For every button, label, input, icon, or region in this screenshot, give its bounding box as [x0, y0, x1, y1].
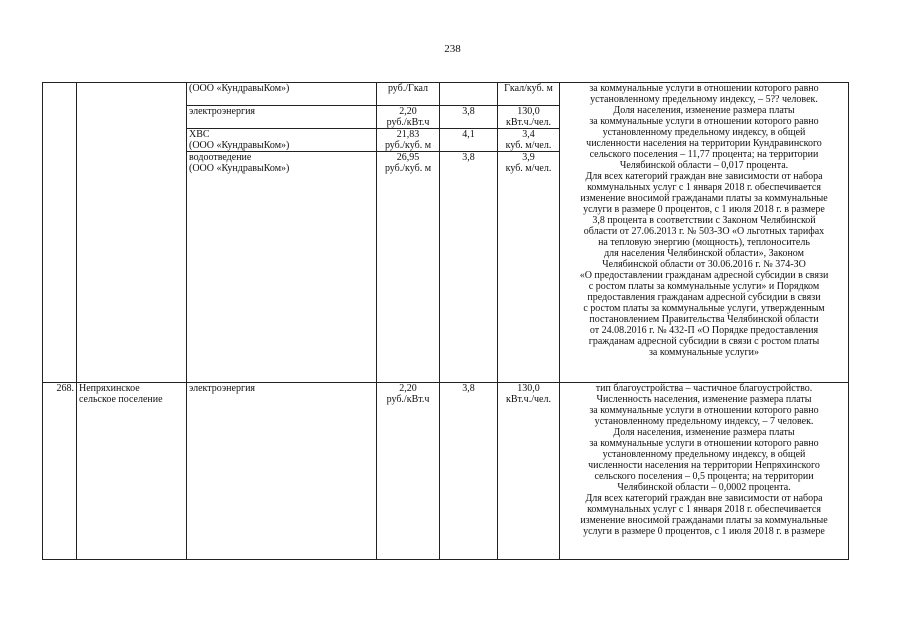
tariff-value: 2,20 — [399, 383, 417, 394]
desc-line: «О предоставлении гражданам адресной субсидии в связи — [579, 270, 829, 281]
tariff-unit: руб./куб. м — [384, 140, 432, 151]
desc-line: установленному предельному индексу, в общей — [602, 127, 806, 138]
table-row — [43, 383, 849, 560]
desc-line: численности населения на территории Непряхинского — [588, 460, 820, 471]
desc-line: Для всех категорий граждан вне зависимости от набора — [585, 493, 823, 504]
settlement-cell — [77, 83, 187, 383]
index-cell: 4,1 — [440, 129, 498, 152]
service-line: (ООО «КундравыКом») — [189, 140, 290, 151]
index-cell: 3,8 — [440, 383, 498, 560]
norm-cell — [498, 106, 560, 129]
norm-unit: кВт.ч./чел. — [506, 117, 551, 128]
desc-line: за коммунальные услуги» — [648, 347, 760, 358]
desc-line: услуги в размере 0 процентов, с 1 июля 2018 г. в размере — [583, 526, 825, 537]
desc-line: сельского поселения – 0,5 процента; на территории — [594, 471, 814, 482]
desc-line: гражданам адресной субсидии в связи с ростом платы — [588, 336, 820, 347]
index-cell: 3,8 — [440, 106, 498, 129]
desc-line: сельского поселения – 11,77 процента; на территории — [589, 149, 819, 160]
desc-line: услуги в размере 0 процентов, с 1 июля 2018 г. в размере — [583, 204, 825, 215]
desc-line: установленному предельному индексу, в общей — [602, 449, 806, 460]
norm-cell — [498, 152, 560, 383]
norm-value: 3,4 — [522, 129, 535, 140]
norm-value: 130,0 — [517, 383, 540, 394]
desc-line: изменение вносимой гражданами платы за коммунальные — [580, 515, 828, 526]
norm-unit: куб. м/чел. — [505, 163, 552, 174]
norm-value: 3,9 — [522, 152, 535, 163]
tariff-unit: руб./куб. м — [384, 163, 432, 174]
service-line: электроэнергия — [189, 106, 256, 117]
index-cell — [440, 83, 498, 106]
settlement-line: сельское поселение — [79, 394, 163, 405]
description-cell — [560, 83, 849, 383]
desc-line: установленному предельному индексу, – 5?? человек. — [590, 94, 818, 105]
desc-line: с ростом платы за коммунальные услуги, утвержденным — [583, 303, 825, 314]
desc-line: Челябинской области от 30.06.2016 г. № 374-ЗО — [602, 259, 806, 270]
service-line: ХВС — [189, 129, 210, 140]
norm-unit: куб. м/чел. — [505, 140, 552, 151]
desc-line: от 24.08.2016 г. № 432-П «О Порядке предоставления — [589, 325, 819, 336]
tariff-cell — [377, 106, 440, 129]
number-cell: 268. — [43, 383, 77, 560]
desc-line: для населения Челябинской области», Законом — [604, 248, 804, 259]
service-cell: электроэнергия — [187, 383, 377, 560]
desc-line: Доля населения, изменение размера платы — [613, 105, 795, 116]
desc-line: Челябинской области – 0,017 процента. — [619, 160, 789, 171]
desc-line: Доля населения, изменение размера платы — [613, 427, 795, 438]
desc-line: Челябинской области – 0,0002 процента. — [617, 482, 791, 493]
tariff-cell — [377, 383, 440, 560]
tariff-value: 26,95 — [396, 152, 420, 163]
norm-cell — [498, 129, 560, 152]
desc-line: Для всех категорий граждан вне зависимости от набора — [585, 171, 823, 182]
desc-line: численности населения на территории Кундравинского — [586, 138, 822, 149]
desc-line: коммунальных услуг с 1 января 2018 г. обеспечивается — [587, 504, 821, 515]
service-line: водоотведение — [189, 152, 252, 163]
desc-line: области от 27.06.2013 г. № 503-ЗО «О льготных тарифах — [583, 226, 825, 237]
service-line: (ООО «КундравыКом») — [189, 163, 290, 174]
norm-value: 130,0 — [517, 106, 540, 117]
desc-line: коммунальных услуг с 1 января 2018 г. обеспечивается — [587, 182, 821, 193]
tariff-unit: руб./Гкал — [387, 83, 429, 94]
number-cell — [43, 83, 77, 383]
tariff-value: 21,83 — [396, 129, 420, 140]
page-number: 238 — [444, 43, 461, 55]
norm-cell — [498, 83, 560, 106]
desc-line: за коммунальные услуги в отношении которого равно — [589, 116, 819, 127]
desc-line: постановлением Правительства Челябинской области — [589, 314, 819, 325]
service-cell — [187, 129, 377, 152]
desc-line: Численность населения, изменение размера платы — [596, 394, 812, 405]
description-cell — [560, 383, 849, 560]
service-cell — [187, 106, 377, 129]
tariff-unit: руб./кВт.ч — [386, 117, 430, 128]
table-row — [43, 83, 849, 106]
desc-line: установленному предельному индексу, – 7 человек. — [594, 416, 814, 427]
settlement-line: Непряхинское — [79, 383, 140, 394]
desc-line: 3,8 процента в соответствии с Законом Челябинской — [592, 215, 816, 226]
desc-line: тип благоустройства – частичное благоустройство. — [595, 383, 813, 394]
desc-line: за коммунальные услуги в отношении которого равно — [589, 405, 819, 416]
tariff-cell — [377, 129, 440, 152]
norm-unit: кВт.ч./чел. — [506, 394, 551, 405]
index-cell: 3,8 — [440, 152, 498, 383]
service-cell — [187, 152, 377, 383]
settlement-cell — [77, 383, 187, 560]
norm-unit: Гкал/куб. м — [504, 83, 553, 94]
desc-line: за коммунальные услуги в отношении которого равно — [589, 83, 819, 94]
service-cell — [187, 83, 377, 106]
desc-line: изменение вносимой гражданами платы за коммунальные — [580, 193, 828, 204]
desc-line: предоставления гражданам адресной субсидии в связи — [587, 292, 821, 303]
desc-line: за коммунальные услуги в отношении которого равно — [589, 438, 819, 449]
tariff-value: 2,20 — [399, 106, 417, 117]
service-line: (ООО «КундравыКом») — [189, 83, 290, 94]
desc-line: с ростом платы за коммунальные услуги» и Порядком — [588, 281, 820, 292]
tariff-table — [42, 82, 849, 560]
tariff-unit: руб./кВт.ч — [386, 394, 430, 405]
norm-cell — [498, 383, 560, 560]
desc-line: на тепловую энергию (мощность), теплоноситель — [598, 237, 810, 248]
tariff-cell — [377, 83, 440, 106]
tariff-cell — [377, 152, 440, 383]
